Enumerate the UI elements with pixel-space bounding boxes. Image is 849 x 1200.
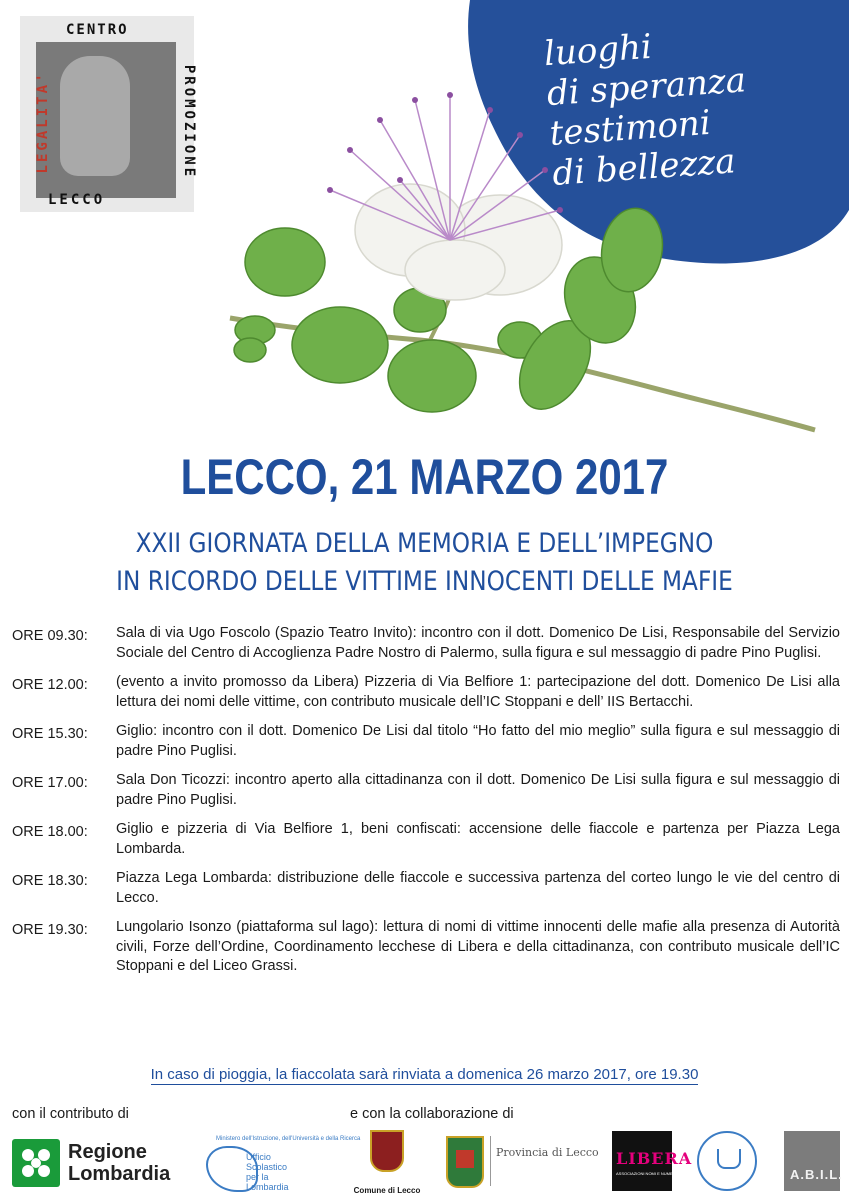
comune-di-lecco-logo: [352, 1130, 422, 1194]
slogan-line: luoghi: [542, 26, 654, 75]
libera-name: LIBERA: [616, 1149, 693, 1168]
logo-text-left: LEGALITA': [35, 70, 51, 174]
regione-name-line2: Lombardia: [68, 1163, 171, 1185]
schedule-row: [12, 820, 840, 859]
slogan-line: testimoni: [548, 102, 713, 155]
slogan: [543, 14, 843, 194]
schedule-description: (evento a invito promosso da Libera) Pizzeria di Via Belfiore 1: partecipazione del dott. Domenico De Lisi alla lettura dei nomi delle vittime, con contributo musicale dell’IC Stoppani e dell’ IIS Bertacchi.: [116, 674, 840, 710]
subtitle-line-2: IN RICORDO DELLE VITTIME INNOCENTI DELLE MAFIE: [116, 566, 733, 597]
schedule-row: [12, 918, 840, 977]
logo-text-top: CENTRO: [66, 22, 129, 38]
schedule-time: ORE 17.00:: [12, 775, 88, 791]
association-circle-logo: [697, 1131, 757, 1191]
schedule-row: [12, 771, 840, 810]
schedule-row: [12, 624, 840, 663]
schedule-time: ORE 15.30:: [12, 726, 88, 742]
schedule-description: Giglio e pizzeria di Via Belfiore 1, beni confiscati: accensione delle fiaccole e partenza per Piazza Lega Lombarda.: [116, 821, 840, 857]
page-title: LECCO, 21 MARZO 2017: [180, 449, 669, 505]
libera-logo: [612, 1131, 715, 1191]
comune-crest-icon: [370, 1130, 404, 1172]
cup-icon: [717, 1149, 741, 1169]
rain-notice-text: In caso di pioggia, la fiaccolata sarà rinviata a domenica 26 marzo 2017, ore 19.30: [150, 1066, 699, 1083]
provincia-divider: [490, 1136, 491, 1186]
event-schedule: [12, 624, 840, 987]
ufficio-line1: Ufficio: [246, 1152, 271, 1162]
regione-name-line1: Regione: [68, 1141, 147, 1163]
collaborators-label: e con la collaborazione di: [350, 1106, 514, 1122]
schedule-description: Sala di via Ugo Foscolo (Spazio Teatro Invito): incontro con il dott. Domenico De Lisi, Responsabile del Servizio Sociale del Centro di Accoglienza Padre Nostro di Palermo, sulla figura e sul messaggio di padre Pino Puglisi.: [116, 625, 840, 661]
slogan-line: di bellezza: [551, 141, 737, 194]
libera-tagline: ASSOCIAZIONI NOMI E NUMERI CONTRO LE MAFIE: [616, 1171, 715, 1176]
ufficio-line2: Scolastico: [246, 1162, 288, 1172]
subtitle-line-1: XXII GIORNATA DELLA MEMORIA E DELL’IMPEGNO: [135, 528, 714, 559]
ufficio-scolastico-logo: [206, 1136, 361, 1192]
schedule-row: [12, 869, 840, 908]
regione-lombardia-icon: [12, 1139, 60, 1187]
schedule-row: [12, 673, 840, 712]
schedule-time: ORE 18.30:: [12, 873, 88, 889]
schedule-description: Giglio: incontro con il dott. Domenico De Lisi dal titolo “Ho fatto del mio meglio” sulla figura e sul messaggio di padre Pino Puglisi.: [116, 723, 840, 759]
contributors-label: con il contributo di: [12, 1106, 129, 1122]
abil-logo: [784, 1131, 843, 1191]
centro-promozione-legalita-logo: [20, 16, 197, 212]
schedule-row: [12, 722, 840, 761]
rain-notice: [0, 1066, 849, 1084]
caper-flower: [355, 184, 562, 300]
ufficio-line3: per la: [246, 1172, 269, 1182]
schedule-description: Piazza Lega Lombarda: distribuzione delle fiaccole e successiva partenza del corteo lungo le vie del centro di Lecco.: [116, 870, 840, 906]
ministero-label: Ministero dell'Istruzione, dell'Università e della Ricerca: [216, 1136, 361, 1142]
provincia-crest-icon: [446, 1136, 484, 1188]
logo-text-right: PROMOZIONE: [181, 64, 197, 180]
fist-icon: [60, 56, 130, 176]
logo-text-bottom: LECCO: [48, 192, 106, 208]
schedule-time: ORE 18.00:: [12, 824, 88, 840]
comune-label: Comune di Lecco: [353, 1186, 421, 1195]
abil-label: A.B.I.L.: [790, 1167, 843, 1182]
schedule-time: ORE 09.30:: [12, 628, 88, 644]
provincia-di-lecco-logo: [446, 1130, 599, 1194]
regione-lombardia-logo: [12, 1135, 192, 1191]
schedule-time: ORE 12.00:: [12, 677, 88, 693]
schedule-time: ORE 19.30:: [12, 922, 88, 938]
provincia-label: Provincia di Lecco: [496, 1146, 599, 1159]
schedule-description: Lungolario Isonzo (piattaforma sul lago): lettura di nomi di vittime innocenti delle mafie alla presenza di Autorità civili, Forze dell’Ordine, Coordinamento lecchese di Libera e della cittadinanza, con contributo musicale dell’IC Stoppani e del Liceo Grassi.: [116, 919, 840, 974]
ufficio-line4: Lombardia: [246, 1182, 289, 1192]
schedule-description: Sala Don Ticozzi: incontro aperto alla cittadinanza con il dott. Domenico De Lisi sulla figura e sul messaggio di padre Pino Puglisi.: [116, 772, 840, 808]
slogan-line: di speranza: [545, 60, 748, 115]
